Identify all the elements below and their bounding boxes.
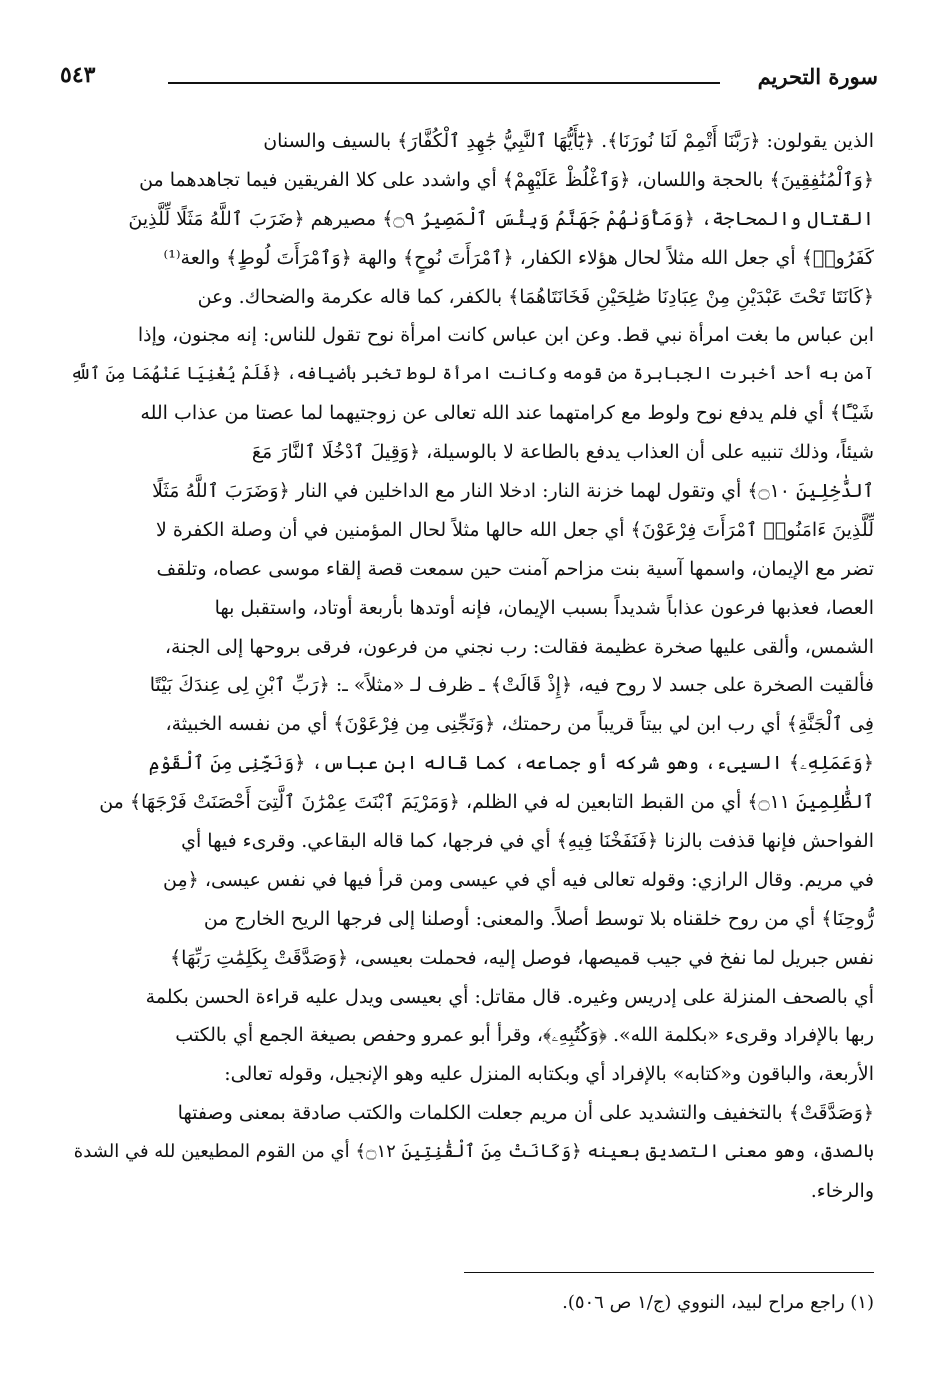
text-line: في مريم. وقال الرازي: وقوله تعالى فيه أي في عيسى ومن قرأ فيها في نفس عيسى، ﴿مِن: [163, 868, 874, 891]
text-line: ربها بالإفراد وقرىء «بكلمة الله». ﴿وَكُتُبِهِۦ﴾، وقرأ أبو عمرو وحفص بصيغة الجمع أي بالكتب: [175, 1024, 874, 1047]
text-line: ٱلظَّٰلِمِينَ ۝١١﴾ أي من القبط التابعين له في الظلم، ﴿وَمَرْيَمَ ٱبْنَتَ عِمْرَٰنَ ٱلَّتِىٓ أَحْصَنَتْ فَرْجَهَا﴾ من: [99, 791, 874, 814]
text-line: نفس جبريل لما نفخ في جيب قميصها، فوصل إليه، فحملت بعيسى، ﴿وَصَدَّقَتْ بِكَلِمَٰتِ رَبِّهَا﴾: [170, 946, 874, 969]
text-line: آمن به أحد أخبرت الجبابرة من قومه وكانت امرأة لوط تخبر بأضيافه، ﴿فَلَمْ يُغْنِيَا عَنْهُمَا مِنَ ٱللَّهِ: [70, 364, 874, 385]
text-line: الأربعة، والباقون و«كتابه» بالإفراد أي وبكتابه المنزل عليه وهو الإنجيل، وقوله تعالى:: [224, 1063, 874, 1086]
text-line: كَفَرُوا۟﴾ أي جعل الله مثلاً لحال هؤلاء الكفار، ﴿ٱمْرَأَتَ نُوحٍ﴾ والهة ﴿وَٱمْرَأَتَ لُوطٍ﴾ والعة⁽¹⁾: [163, 246, 874, 269]
page-number: ٥٤٣: [60, 62, 96, 88]
text-line: شَيْـًٔا﴾ أي فلم يدفع نوح ولوط مع كرامتهما عند الله تعالى عن زوجتيهما لما عصتا من عذاب الله: [140, 402, 874, 425]
text-line: ﴿وَصَدَّقَتْ﴾ بالتخفيف والتشديد على أن مريم جعلت الكلمات والكتب صادقة بمعنى وصفتها: [177, 1102, 874, 1125]
text-line: القتال والمحاجة، ﴿وَمَأْوَىٰهُمْ جَهَنَّمُ وَبِئْسَ ٱلْمَصِيرُ ۝٩﴾ مصيرهم ﴿ضَرَبَ ٱللَّهُ مَثَلًا لِّلَّذِينَ: [128, 207, 874, 230]
sura-title: سورة التحريم: [757, 64, 878, 89]
text-line: ﴿كَانَتَا تَحْتَ عَبْدَيْنِ مِنْ عِبَادِنَا صَٰلِحَيْنِ فَخَانَتَاهُمَا﴾ بالكفر، كما قاله عكرمة والضحاك. وعن: [197, 285, 874, 308]
body-text: [64, 122, 874, 1211]
text-line: الذين يقولون: ﴿رَبَّنَا أَتْمِمْ لَنَا نُورَنَا﴾. ﴿يَٰٓأَيُّهَا ٱلنَّبِيُّ جَٰهِدِ ٱلْكُفَّارَ﴾ بالسيف والسنان: [263, 130, 874, 152]
text-line: ابن عباس ما بغت امرأة نبي قط. وعن ابن عباس كانت امرأة نوح تقول للناس: إنه مجنون، وإذا: [137, 324, 874, 347]
text-line: الشمس، وألقى عليها صخرة عظيمة فقالت: رب نجني من فرعون، فرقى بروحها إلى الجنة،: [164, 635, 874, 658]
text-line: أي بالصحف المنزلة على إدريس وغيره. قال مقاتل: أي بعيسى ويدل عليه قراءة الحسن بكلمة: [145, 985, 874, 1008]
page-header: [60, 58, 878, 98]
text-line: العصا، فعذبها فرعون عذاباً شديداً بسبب الإيمان، فإنه أوتدها بأربعة أوتاد، واستقبل بها: [214, 596, 874, 619]
text-line: فِى ٱلْجَنَّةِ﴾ أي رب ابن لي بيتاً قريباً من رحمتك، ﴿وَنَجِّنِى مِن فِرْعَوْنَ﴾ أي من نفسه الخبيثة،: [165, 713, 874, 736]
text-line: ﴿وَٱلْمُنَٰفِقِينَ﴾ بالحجة واللسان، ﴿وَٱغْلُظْ عَلَيْهِمْ﴾ أي واشدد على كلا الفريقين فيما تجاهدهما من: [139, 168, 874, 191]
text-line: والرخاء.: [810, 1180, 874, 1203]
text-line: لِّلَّذِينَ ءَامَنُوا۟ ٱمْرَأَتَ فِرْعَوْنَ﴾ أي جعل الله حالها مثلاً لحال المؤمنين في أن وصلة الكفرة لا: [155, 518, 874, 541]
text-line: رُّوحِنَا﴾ أي من روح خلقناه بلا توسط أصلاً. والمعنى: أوصلنا إلى فرجها الريح الخارج من: [203, 907, 874, 930]
text-line: تضر مع الإيمان، واسمها آسية بنت مزاحم آمنت حين سمعت قصة إلقاء موسى عصاه، وتلقف: [156, 557, 874, 580]
text-line: الفواحش فإنها قذفت بالزنا ﴿فَنَفَخْنَا فِيهِ﴾ أي في فرجها، كما قاله البقاعي. وقرىء فيها أي: [181, 830, 874, 853]
text-line: شيئاً، وذلك تنبيه على أن العذاب يدفع بالطاعة لا بالوسيلة، ﴿وَقِيلَ ٱدْخُلَا ٱلنَّارَ مَعَ: [251, 441, 874, 464]
text-line: بالصدق، وهو معنى التصديق بعينه ﴿وَكَانَتْ مِنَ ٱلْقَٰنِتِينَ ۝١٢﴾ أي من القوم المطيعين لله في الشدة: [73, 1141, 874, 1163]
footnote: (١) راجع مراح لبيد، النووي (ج/١ ص ٥٠٦).: [562, 1292, 874, 1313]
text-line: فألقيت الصخرة على جسد لا روح فيه، ﴿إِذْ قَالَتْ﴾ ـ ظرف لـ «مثلاً» ـ: ﴿رَبِّ ٱبْنِ لِى عِندَكَ بَيْتًا: [149, 674, 874, 697]
header-rule: [168, 82, 720, 84]
footnote-rule: [464, 1272, 874, 1273]
text-line: ﴿وَعَمَلِهِۦ﴾ السيىء، وهو شركه أو جماعه، كما قاله ابن عباس، ﴿وَنَجِّنِى مِنَ ٱلْقَوْمِ: [148, 752, 874, 775]
text-line: ٱلدَّٰخِلِينَ ۝١٠﴾ أي وتقول لهما خزنة النار: ادخلا النار مع الداخلين في النار ﴿وَضَرَبَ ٱللَّهُ مَثَلًا: [152, 480, 874, 503]
